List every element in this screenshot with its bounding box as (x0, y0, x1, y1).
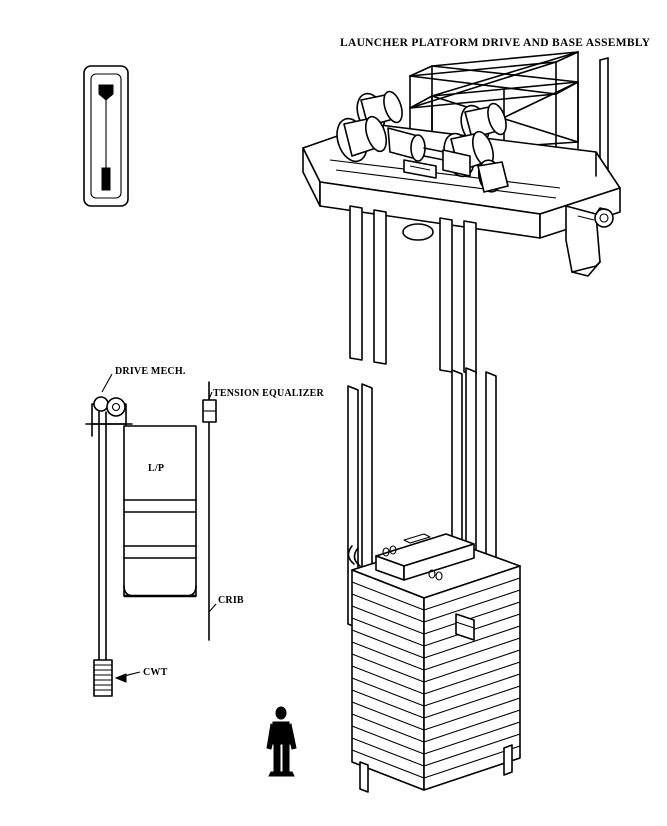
launcher-platform-drive-assembly (303, 52, 620, 374)
crib-assembly (348, 368, 520, 792)
hoist-schematic (86, 374, 216, 696)
label-counterweight: CWT (143, 667, 168, 678)
figure-title: LAUNCHER PLATFORM DRIVE AND BASE ASSEMBLY (340, 37, 651, 49)
inset-elevation-view (84, 66, 128, 206)
scale-figure-person (267, 707, 296, 776)
label-launcher-platform: L/P (148, 463, 165, 474)
label-tension-equalizer: TENSION EQUALIZER (213, 388, 324, 399)
label-crib: CRIB (218, 595, 244, 606)
label-drive-mech: DRIVE MECH. (115, 366, 186, 377)
